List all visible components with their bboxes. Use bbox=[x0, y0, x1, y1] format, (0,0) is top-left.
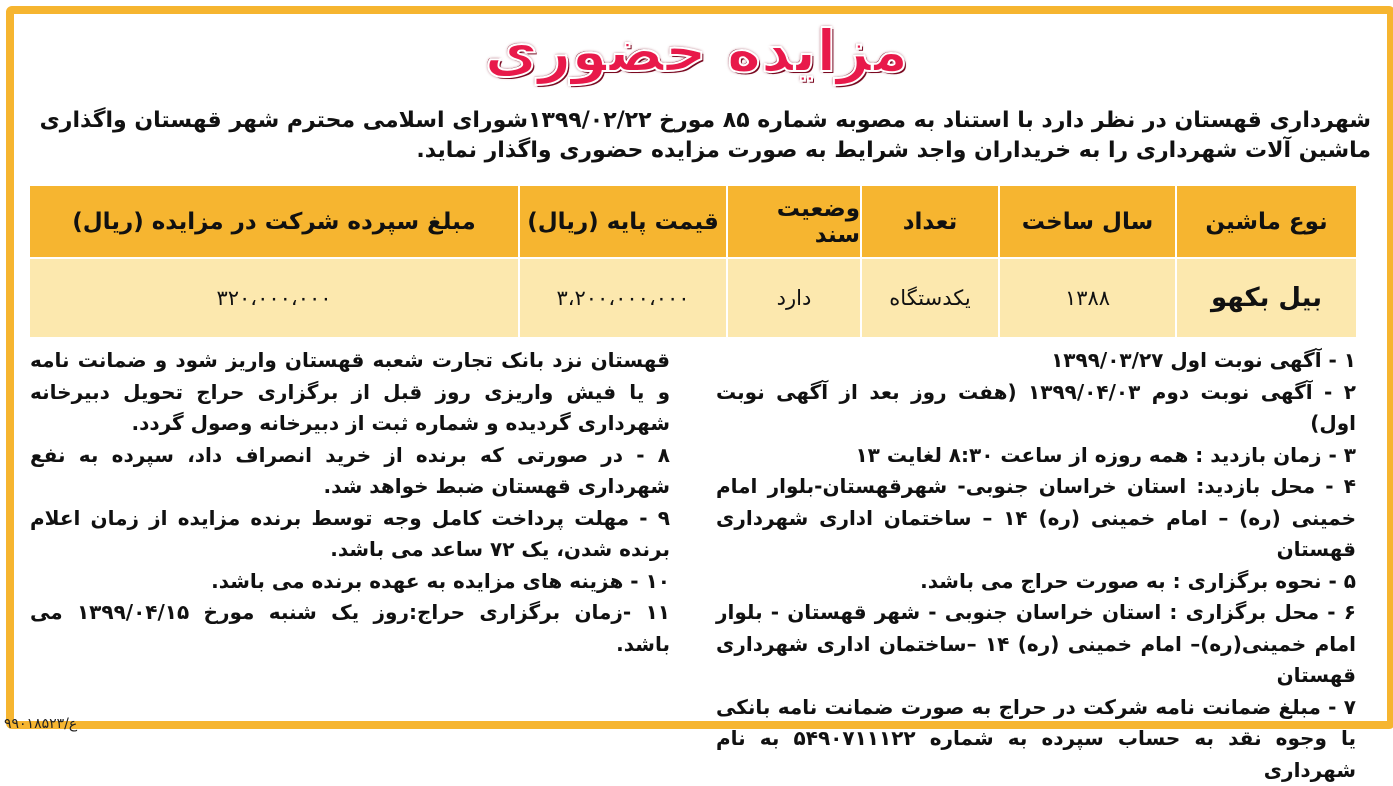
cell-deposit-amount: ۳۲۰،۰۰۰،۰۰۰ bbox=[30, 257, 518, 337]
header-machine-type: نوع ماشین bbox=[1175, 186, 1356, 257]
condition-item: ۱ - آگهی نوبت اول ۱۳۹۹/۰۳/۲۷ bbox=[716, 345, 1356, 377]
condition-item: ۳ - زمان بازدید : همه روزه از ساعت ۸:۳۰ لغایت ۱۳ bbox=[716, 440, 1356, 472]
condition-item: ۴ - محل بازدید: استان خراسان جنوبی- شهرقهستان-بلوار امام خمینی (ره) – امام خمینی (ره) ۱۴ – ساختمان اداری شهرداری قهستان bbox=[716, 471, 1356, 566]
header-base-price: قیمت پایه (ریال) bbox=[518, 186, 726, 257]
cell-base-price: ۳،۲۰۰،۰۰۰،۰۰۰ bbox=[518, 257, 726, 337]
condition-item: ۸ - در صورتی که برنده از خرید انصراف داد، سپرده به نفع شهرداری قهستان ضبط خواهد شد. bbox=[30, 440, 670, 503]
ad-code: ع/۹۹۰۱۸۵۲۳ bbox=[4, 716, 77, 732]
header-build-year: سال ساخت bbox=[998, 186, 1175, 257]
condition-item: ۷ - مبلغ ضمانت نامه شرکت در حراج به صورت ضمانت نامه بانکی یا وجوه نقد به حساب سپرده به شماره ۵۴۹۰۷۱۱۱۲۲ به نام شهرداری bbox=[716, 692, 1356, 786]
condition-item: ۱۰ - هزینه های مزایده به عهده برنده می باشد. bbox=[30, 566, 670, 598]
notice-title: مزایده حضوری bbox=[0, 6, 1393, 96]
condition-item: ۵ - نحوه برگزاری : به صورت حراج می باشد. bbox=[716, 566, 1356, 598]
cell-machine-type: بیل بکهو bbox=[1175, 257, 1356, 337]
cell-quantity: یکدستگاه bbox=[860, 257, 998, 337]
header-deposit-amount: مبلغ سپرده شرکت در مزایده (ریال) bbox=[30, 186, 518, 257]
cell-build-year: ۱۳۸۸ bbox=[998, 257, 1175, 337]
condition-item: قهستان نزد بانک تجارت شعبه قهستان واریز شود و ضمانت نامه و یا فیش واریزی روز قبل از برگزاری حراج تحویل دبیرخانه شهرداری گردیده و شماره ثبت از دبیرخانه وصول گردد. bbox=[30, 345, 670, 440]
conditions-section bbox=[30, 345, 1356, 697]
conditions-left-column bbox=[30, 345, 670, 697]
header-document-status: وضعیت سند bbox=[726, 186, 860, 257]
cell-document-status: دارد bbox=[726, 257, 860, 337]
conditions-right-column bbox=[716, 345, 1356, 697]
machine-table bbox=[30, 186, 1356, 337]
condition-item: ۲ - آگهی نوبت دوم ۱۳۹۹/۰۴/۰۳ (هفت روز بعد از آگهی نوبت اول) bbox=[716, 377, 1356, 440]
intro-paragraph: شهرداری قهستان در نظر دارد با استناد به مصوبه شماره ۸۵ مورخ ۱۳۹۹/۰۲/۲۲شورای اسلامی محترم شهر قهستان واگذاری ماشین آلات شهرداری را به خریداران واجد شرایط به صورت مزایده حضوری واگذار نماید. bbox=[22, 106, 1371, 166]
condition-item: ۱۱ -زمان برگزاری حراج:روز یک شنبه مورخ ۱۳۹۹/۰۴/۱۵ می باشد. bbox=[30, 597, 670, 660]
condition-item: ۶ - محل برگزاری : استان خراسان جنوبی - شهر قهستان - بلوار امام خمینی(ره)– امام خمینی (ره) ۱۴ –ساختمان اداری شهرداری قهستان bbox=[716, 597, 1356, 692]
condition-item: ۹ - مهلت پرداخت کامل وجه توسط برنده مزایده از زمان اعلام برنده شدن، یک ۷۲ ساعد می باشد. bbox=[30, 503, 670, 566]
header-quantity: تعداد bbox=[860, 186, 998, 257]
